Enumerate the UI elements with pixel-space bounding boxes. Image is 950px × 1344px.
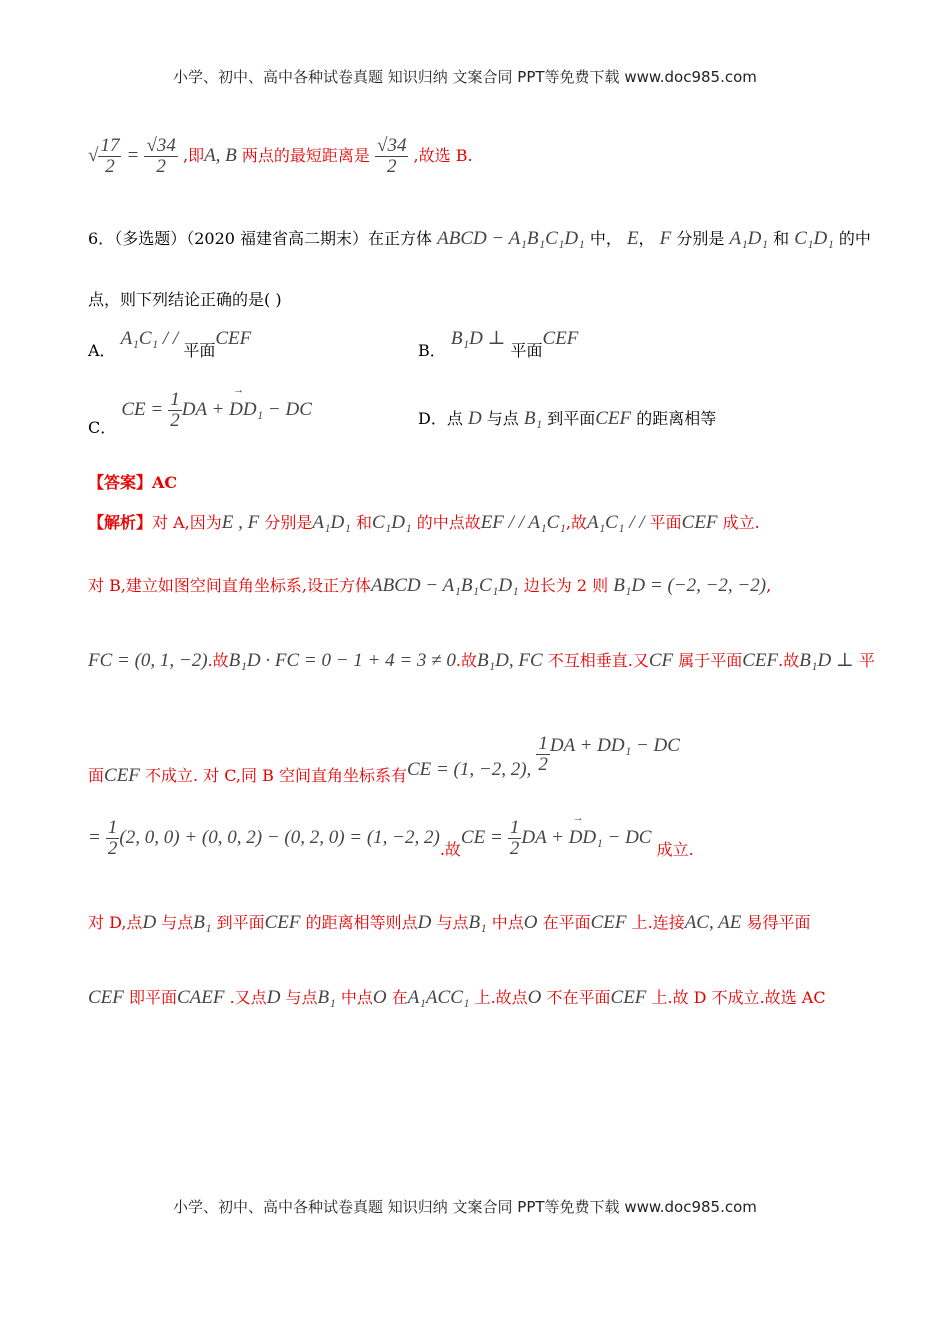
plane-cef: CEF: [215, 328, 252, 349]
page-header: 小学、初中、高中各种试卷真题 知识归纳 文案合同 PPT等免费下载 www.doc985.com: [173, 68, 757, 86]
text: 即平面: [128, 988, 177, 1007]
math-expression: CE =: [460, 826, 503, 848]
analysis-line-6: [88, 910, 810, 934]
math-expression: DA + DD₁ − DC: [549, 734, 680, 756]
point-d: D: [417, 912, 432, 933]
fraction-sqrt34-over-2: $\frac{√34}{2}$: [146, 135, 176, 177]
question-line-1: [88, 226, 871, 250]
plane-cef: CEF: [595, 408, 632, 429]
option-c: [88, 389, 312, 437]
points-ab: A, B: [204, 144, 237, 166]
text: 的中: [838, 229, 871, 248]
option-d: [418, 406, 716, 430]
text: 不互相垂直.又: [547, 651, 649, 670]
plane-a1acc1: A₁ACC₁: [407, 987, 470, 1008]
plane-cef: CEF: [104, 764, 140, 786]
plane-cef: CEF: [610, 987, 647, 1008]
text: 点: [446, 409, 463, 428]
sqrt-expression: √ $\frac{17}{2}$: [88, 135, 120, 178]
text: 分别是: [676, 229, 725, 248]
plane-cef: CEF: [88, 987, 124, 1008]
points-ef: E , F: [221, 512, 260, 533]
line-cf: CF: [648, 650, 674, 671]
prev-solution-tail: [88, 136, 473, 177]
question-text: （2020 福建省高二期末）在正方体: [186, 229, 433, 248]
math-expression: B₁D ⊥: [799, 650, 854, 671]
point-d: D: [142, 912, 157, 933]
math-expression: DA +: [521, 826, 569, 848]
text: 在: [391, 988, 408, 1007]
text: .故: [778, 651, 800, 670]
answer-fraction: $\frac{√34}{2}$: [377, 135, 407, 177]
text: 和: [773, 229, 790, 248]
text: 与点: [436, 913, 469, 932]
plane-cef: CEF: [542, 328, 579, 349]
text: .故: [439, 839, 461, 859]
text: 在平面: [542, 913, 591, 932]
text: 和: [355, 513, 372, 532]
half-fraction: $\frac{1}{2}$: [170, 389, 180, 431]
text: 两点的最短距离是: [241, 145, 370, 165]
text: 上.连接: [631, 913, 685, 932]
text: 成立.: [722, 513, 760, 532]
text: 不成立. 对 C,同 B 空间直角坐标系有: [145, 765, 407, 785]
analysis-label: 【解析】: [88, 513, 153, 532]
plane-caef: CAEF: [177, 987, 225, 1008]
vector-dd1: → DD₁: [569, 827, 603, 849]
half-fraction: $\frac{1}{2}$: [107, 817, 118, 859]
segment-c1d1: C₁D₁: [371, 512, 412, 533]
point-f: F: [659, 228, 672, 249]
text: 对 A,因为: [152, 513, 222, 532]
plane-cef: CEF: [264, 912, 301, 933]
text: 的距离相等则点: [305, 913, 418, 932]
math-expression: A₁C₁ / /: [586, 512, 645, 533]
text: 平面: [183, 341, 216, 360]
text: ，: [638, 229, 655, 248]
text: 与点: [161, 913, 194, 932]
text: 中点: [491, 913, 524, 932]
text: 中，: [589, 229, 622, 248]
half-fraction: $\frac{1}{2}$: [538, 733, 548, 775]
question-tag: （多选题）: [114, 229, 187, 248]
point-b1: B₁: [468, 912, 487, 933]
point-e: E: [626, 228, 639, 249]
text: 成立.: [656, 839, 694, 859]
text: 上.故 D 不成立.故选 AC: [651, 988, 826, 1007]
option-label: D．: [418, 409, 447, 428]
point-d: D: [467, 408, 482, 429]
option-label: B．: [418, 341, 446, 360]
option-math: A₁C₁ / /: [120, 328, 179, 349]
analysis-line-2: [88, 573, 771, 597]
analysis-line-7: [88, 985, 826, 1009]
text: 平: [858, 651, 875, 670]
half-fraction: $\frac{1}{2}$: [509, 817, 520, 859]
plane-cef: CEF: [742, 650, 779, 671]
text: 对 B,建立如图空间直角坐标系,设正方体: [88, 576, 372, 595]
text: 面: [88, 765, 105, 785]
page-footer: 小学、初中、高中各种试卷真题 知识归纳 文案合同 PPT等免费下载 www.doc985.com: [173, 1198, 757, 1216]
answer-label: 【答案】AC: [88, 473, 178, 492]
point-o: O: [523, 912, 538, 933]
point-d: D: [266, 987, 281, 1008]
math-expression: (2, 0, 0) + (0, 0, 2) − (0, 2, 0) = (1, −2, 2): [119, 826, 440, 848]
math-expression: − DC: [602, 826, 652, 848]
option-label: A．: [88, 341, 116, 360]
option-a: [88, 326, 252, 360]
text: 平面: [649, 513, 682, 532]
text: 到平面: [216, 913, 265, 932]
text: ,故: [565, 513, 587, 532]
option-math: CE =: [121, 398, 164, 420]
text: 对 D,点: [88, 913, 143, 932]
option-b: [418, 326, 579, 360]
text: 的距离相等: [636, 409, 717, 428]
analysis-line-5: [88, 818, 694, 859]
segment-a1d1: A₁D₁: [729, 228, 769, 249]
text: 中点: [340, 988, 373, 1007]
text: 分别是: [264, 513, 313, 532]
plane-cef: CEF: [590, 912, 627, 933]
analysis-line-4: [88, 733, 680, 786]
point-o: O: [372, 987, 387, 1008]
point-b1: B₁: [523, 408, 543, 429]
equals-sign: =: [88, 826, 101, 848]
text: ,: [526, 758, 532, 780]
lines-ac-ae: AC, AE: [684, 912, 742, 933]
text: ,故选 B.: [413, 145, 473, 165]
math-expression: B₁D, FC: [476, 650, 543, 671]
question-line-2: 点，则下列结论正确的是( ): [88, 290, 282, 309]
text: 到平面: [547, 409, 596, 428]
point-o: O: [527, 987, 542, 1008]
equals-sign: =: [126, 144, 140, 166]
text: 不在平面: [546, 988, 611, 1007]
plane-cef: CEF: [681, 512, 718, 533]
option-math: B₁D ⊥: [450, 328, 506, 349]
question-number: 6．: [88, 229, 115, 248]
text: .故: [207, 651, 229, 670]
segment-c1d1: C₁D₁: [794, 228, 834, 249]
text: 与点: [285, 988, 318, 1007]
text: 与点: [486, 409, 519, 428]
segment-a1d1: A₁D₁: [312, 512, 351, 533]
math-expression: EF / / A₁C₁: [480, 512, 566, 533]
text: 平面: [510, 341, 543, 360]
cube-name: ABCD − A₁B₁C₁D₁: [371, 575, 519, 596]
text: ,: [766, 576, 772, 595]
vector-dd1: → DD₁: [229, 399, 263, 421]
dot-product: B₁D · FC = 0 − 1 + 4 = 3 ≠ 0: [228, 650, 456, 671]
point-b1: B₁: [193, 912, 212, 933]
analysis-line-1: [88, 510, 760, 534]
text: .故: [455, 651, 477, 670]
vector-ce: CE = (1, −2, 2): [406, 758, 527, 780]
text: 上.故点: [474, 988, 528, 1007]
option-math: − DC: [263, 398, 312, 420]
analysis-line-3: [88, 648, 875, 672]
vector-fc: FC = (0, 1, −2): [88, 650, 208, 671]
text: ,即: [182, 145, 205, 165]
text: 的中点故: [416, 513, 481, 532]
text: 属于平面: [678, 651, 743, 670]
vector-b1d: B₁D = (−2, −2, −2): [613, 575, 767, 596]
text: 易得平面: [746, 913, 811, 932]
cube-name: ABCD − A₁B₁C₁D₁: [437, 228, 585, 249]
point-b1: B₁: [317, 987, 336, 1008]
text: .又点: [229, 988, 267, 1007]
option-label: C．: [88, 417, 117, 437]
text: 边长为 2 则: [523, 576, 609, 595]
option-math: DA +: [181, 398, 230, 420]
